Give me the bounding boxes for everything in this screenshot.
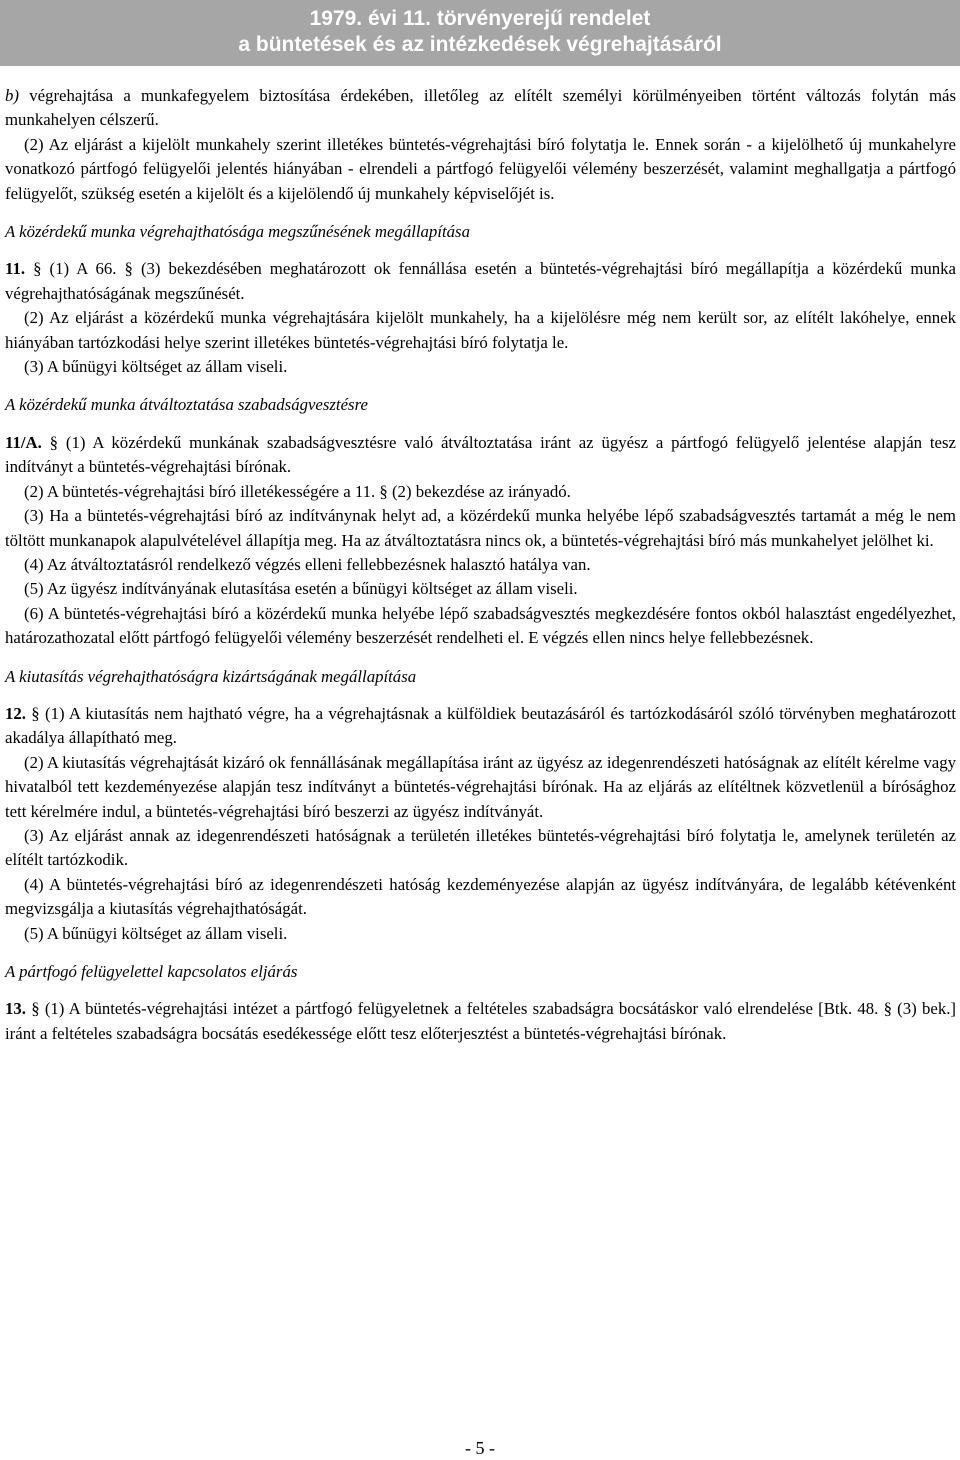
section-11a-para-6: (6) A büntetés-végrehajtási bíró a közérdekű munka helyébe lépő szabadságvesztés megkezdésére fontos okból halasztást engedélyezhet, határozathozatal előtt pártfogó felügyelői vélemény beszerzését rendelheti el. E végzés ellen nincs helye fellebbezésnek. xyxy=(5,603,956,648)
header-title-line-2: a büntetések és az intézkedések végrehajtásáról xyxy=(238,33,722,56)
section-11a-para-5: (5) Az ügyész indítványának elutasítása esetén a bűnügyi költséget az állam viseli. xyxy=(24,579,578,599)
section-12-number: 12. xyxy=(5,703,26,723)
section-12-para-3: (3) Az eljárást annak az idegenrendészeti hatóságnak a területén illetékes büntetés-végrehajtási bíró folytatja le, amelynek területén az elítélt tartózkodik. xyxy=(5,825,956,870)
document-body xyxy=(5,84,956,1046)
section-12-para-1: 12. § (1) A kiutasítás nem hajtható végre, ha a végrehajtásnak a külföldiek beutazásáról és tartózkodásáról szóló törvényben meghatározott akadálya állapítható meg. xyxy=(5,703,956,748)
section-heading-1: A közérdekű munka végrehajthatósága megszűnésének megállapítása xyxy=(5,222,470,242)
section-11a-para-2: (2) A büntetés-végrehajtási bíró illetékességére a 11. § (2) bekezdése az irányadó. xyxy=(24,481,571,501)
document-header xyxy=(0,0,960,66)
section-11-para-3: (3) A bűnügyi költséget az állam viseli. xyxy=(24,357,288,377)
section-11a-para-4: (4) Az átváltoztatásról rendelkező végzés elleni fellebbezésnek halasztó hatálya van. xyxy=(24,554,591,574)
section-heading-4: A pártfogó felügyelettel kapcsolatos eljárás xyxy=(5,962,298,981)
section-11a-para-3: (3) Ha a büntetés-végrehajtási bíró az indítványnak helyt ad, a közérdekű munka helyébe lépő szabadságvesztés tartamát a még le nem töltött munkanapok alapulvételével állapítja meg. Ha az átváltoztatásra nincs ok, a büntetés-végrehajtási bíró más munkahelyet jelölhet ki. xyxy=(5,506,956,550)
section-12-para-4: (4) A büntetés-végrehajtási bíró az idegenrendészeti hatóság kezdeményezése alapján az ügyész indítványára, de legalább kétévenként megvizsgálja a kiutasítás végrehajthatóságát. xyxy=(5,874,956,919)
paragraph-2: (2) Az eljárást a kijelölt munkahely szerint illetékes büntetés-végrehajtási bíró folytatja le. Ennek során - a kijelölhető új munkahelyre vonatkozó pártfogó felügyelői jelentés hiányában - elrendeli a pártfogó felügyelői vélemény beszerzését, valamint meghallgatja a pártfogó felügyelőt, szükség esetén a kijelölt és a kijelölendő új munkahely képviselőjét is. xyxy=(5,134,956,203)
section-13-number: 13. xyxy=(5,999,26,1019)
section-heading-2: A közérdekű munka átváltoztatása szabadságvesztésre xyxy=(5,395,368,415)
section-11-para-1: 11. § (1) A 66. § (3) bekezdésében meghatározott ok fennállása esetén a büntetés-végrehajtási bíró megállapítja a közérdekű munka végrehajthatóságának megszűnését. xyxy=(5,259,956,303)
section-12-para-2: (2) A kiutasítás végrehajtását kizáró ok fennállásának megállapítása iránt az ügyész az idegenrendészeti hatóságnak az elítélt kérelme vagy hivatalból tett kezdeményezése alapján tesz indítványt a büntetés-végrehajtási bírónak. Ha az eljárás az elítéltnek közvetlenül a bírósághoz tett kérelmére indul, a büntetés-végrehajtási bíró beszerzi az ügyész indítványát. xyxy=(5,752,956,821)
paragraph-b-label: b) xyxy=(5,86,19,105)
section-11a-number: 11/A. xyxy=(5,432,42,452)
paragraph-b-text: végrehajtása a munkafegyelem biztosítása érdekében, illetőleg az elítélt személyi körülményeiben történt változás folytán más munkahelyen célszerű. xyxy=(5,86,956,130)
page-number: - 5 - xyxy=(465,1438,495,1458)
section-12-para-5: (5) A bűnügyi költséget az állam viseli. xyxy=(24,923,288,943)
header-title-line-1: 1979. évi 11. törvényerejű rendelet xyxy=(309,7,651,30)
section-11a-para-1: 11/A. § (1) A közérdekű munkának szabadságvesztésre való átváltoztatása iránt az ügyész a pártfogó felügyelő jelentése alapján tesz indítványt a büntetés-végrehajtási bírónak. xyxy=(5,432,956,477)
section-heading-3: A kiutasítás végrehajthatóságra kizártságának megállapítása xyxy=(5,666,417,686)
section-11-number: 11. xyxy=(5,259,26,279)
paragraph-b xyxy=(5,84,956,133)
section-11-para-2: (2) Az eljárást a közérdekű munka végrehajtására kijelölt munkahely, ha a kijelölésre még nem került sor, az elítélt lakóhelye, ennek hiányában tartózkodási helye szerint illetékes büntetés-végrehajtási bíró folytatja le. xyxy=(5,308,956,352)
section-13-para-1: 13. § (1) A büntetés-végrehajtási intézet a pártfogó felügyeletnek a feltételes szabadságra bocsátáskor való elrendelése [Btk. 48. § (3) bek.] iránt a feltételes szabadságra bocsátás esedékessége előtt tesz előterjesztést a büntetés-végrehajtási bírónak. xyxy=(5,999,956,1043)
